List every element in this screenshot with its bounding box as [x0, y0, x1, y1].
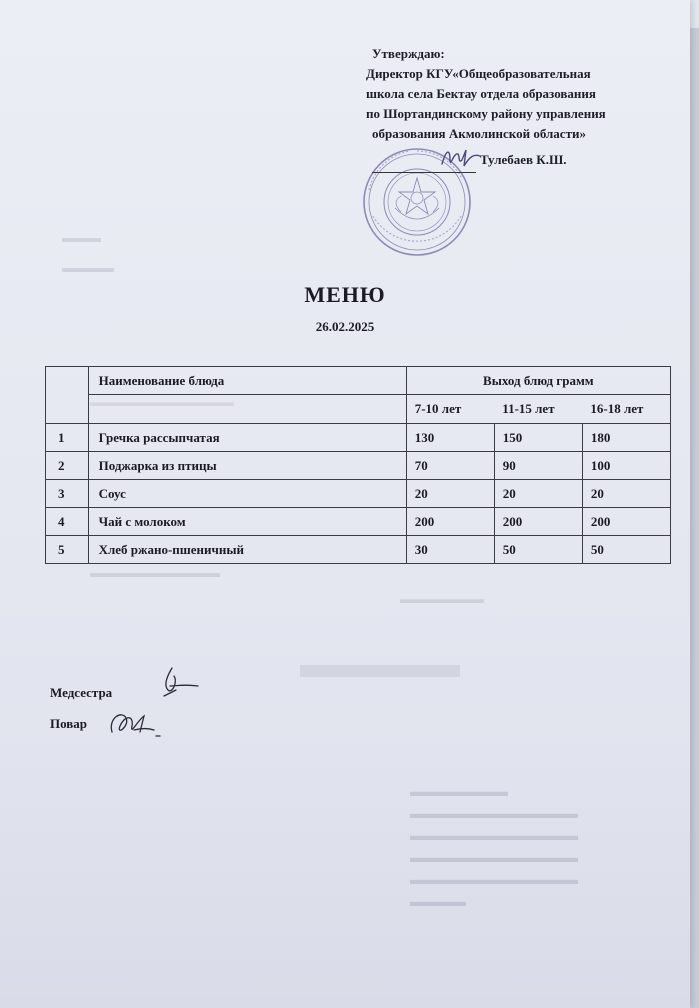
approval-line: образования Акмолинской области» [372, 126, 586, 141]
header-output: Выход блюд грамм [406, 367, 670, 395]
table-row [46, 424, 671, 452]
table-row [46, 508, 671, 536]
page-title: МЕНЮ [304, 282, 386, 307]
show-through-mark: ▬▬▬▬▬▬▬▬▬▬ [90, 565, 220, 580]
show-through-mark: ▬▬▬▬▬▬▬ ▬▬▬▬▬▬▬▬▬▬▬▬ ▬▬▬▬▬▬▬▬▬▬▬▬ ▬▬▬▬▬▬▬▬▬▬▬▬ ▬▬▬▬▬▬▬▬▬▬▬▬ ▬▬▬▬ [410, 785, 578, 910]
table-row [46, 536, 671, 564]
nurse-signature-icon [150, 664, 202, 704]
grams-value: 30 [406, 536, 494, 564]
dish-name: Чай с молоком [88, 508, 406, 536]
show-through-mark: ▬▬▬▬▬▬▬▬▬▬▬▬ [90, 395, 234, 409]
grams-value: 20 [582, 480, 670, 508]
grams-value: 180 [582, 424, 670, 452]
grams-value: 200 [494, 508, 582, 536]
grams-value: 100 [582, 452, 670, 480]
approval-line: школа села Бектау отдела образования [366, 86, 596, 101]
director-name: Тулебаев К.Ш. [480, 152, 567, 167]
approval-block [366, 44, 666, 144]
nurse-label: Медсестра [50, 685, 113, 700]
grams-value: 50 [582, 536, 670, 564]
grams-value: 50 [494, 536, 582, 564]
row-number: 1 [46, 424, 89, 452]
director-signature-icon [436, 142, 486, 172]
dish-name: Поджарка из птицы [88, 452, 406, 480]
grams-value: 90 [494, 452, 582, 480]
cook-signature-icon [104, 706, 164, 742]
dish-name: Хлеб ржано-пшеничный [88, 536, 406, 564]
menu-table [45, 366, 671, 564]
grams-value: 200 [582, 508, 670, 536]
grams-value: 200 [406, 508, 494, 536]
row-number: 2 [46, 452, 89, 480]
approval-line: Утверждаю: [372, 46, 445, 61]
grams-value: 70 [406, 452, 494, 480]
grams-value: 130 [406, 424, 494, 452]
header-dish-empty [88, 395, 406, 424]
show-through-mark: ▬▬▬▬ [62, 260, 114, 275]
show-through-mark: ▬▬▬▬▬▬▬ [400, 592, 484, 606]
table-row [46, 480, 671, 508]
table-row [46, 452, 671, 480]
cook-label: Повар [50, 716, 88, 731]
table-age-row [46, 395, 671, 424]
grams-value: 150 [494, 424, 582, 452]
show-through-mark: ▬▬▬ [62, 230, 101, 245]
signature-line [372, 172, 476, 173]
row-number: 4 [46, 508, 89, 536]
header-number-cell [46, 367, 89, 424]
dish-name: Соус [88, 480, 406, 508]
grams-value: 20 [494, 480, 582, 508]
dish-name: Гречка рассыпчатая [88, 424, 406, 452]
header-age: 16-18 лет [582, 395, 670, 424]
header-age: 7-10 лет [406, 395, 494, 424]
menu-date: 26.02.2025 [315, 319, 375, 334]
approval-line: Директор КГУ«Общеобразовательная [366, 66, 591, 81]
table-header-row [46, 367, 671, 395]
row-number: 5 [46, 536, 89, 564]
grams-value: 20 [406, 480, 494, 508]
show-through-mark: ▬▬▬▬ [300, 641, 460, 686]
approval-line: по Шортандинскому району управления [366, 106, 606, 121]
header-dish: Наименование блюда [88, 367, 406, 395]
header-age: 11-15 лет [494, 395, 582, 424]
row-number: 3 [46, 480, 89, 508]
